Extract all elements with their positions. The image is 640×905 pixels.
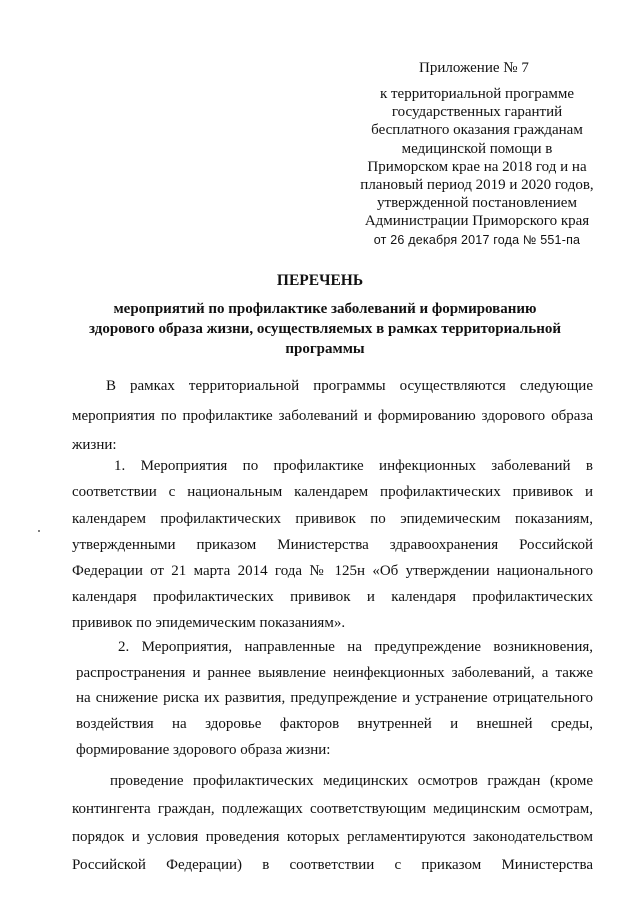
annex-line: утвержденной постановлением <box>377 195 577 212</box>
body-line: распространения и раннее выявление неинфекционных заболеваний, а также <box>76 665 593 681</box>
body-line: В рамках территориальной программы осуществляются следующие <box>106 378 593 394</box>
body-line: контингента граждан, подлежащих соответствующим медицинским осмотрам, <box>72 801 593 817</box>
subtitle-line: мероприятий по профилактике заболеваний и формированию <box>113 301 537 317</box>
body-line: воздействия на здоровье факторов внутренней и внешней среды, <box>76 716 593 732</box>
body-line: календарем профилактических прививок по эпидемическим показаниям, <box>72 511 593 527</box>
document-title: ПЕРЕЧЕНЬ <box>276 272 364 289</box>
annex-line: плановый период 2019 и 2020 годов, <box>360 177 594 194</box>
body-line: 1. Мероприятия по профилактике инфекционных заболеваний в <box>114 458 593 474</box>
annex-line: медицинской помощи в <box>401 140 553 157</box>
annex-number: Приложение № 7 <box>419 60 529 76</box>
scan-speck <box>38 530 40 532</box>
subtitle-line: программы <box>285 341 365 357</box>
annex-line: Приморском крае на 2018 год и на <box>367 158 587 175</box>
body-line: мероприятия по профилактике заболеваний и формированию здорового образа <box>72 408 593 424</box>
body-line: жизни: <box>72 437 117 453</box>
body-line: прививок по эпидемическим показаниям». <box>72 615 346 631</box>
annex-line: Администрации Приморского края <box>364 213 590 230</box>
annex-block <box>350 85 604 249</box>
body-line: Федерации от 21 марта 2014 года № 125н «Об утверждении национального <box>72 563 593 579</box>
body-line: формирование здорового образа жизни: <box>76 742 331 758</box>
body-line: 2. Мероприятия, направленные на предупреждение возникновения, <box>118 639 593 655</box>
body-line: порядок и условия проведения которых регламентируются законодательством <box>72 829 593 845</box>
body-line: на снижение риска их развития, предупреждение и устранение отрицательного <box>76 690 593 706</box>
annex-line: к территориальной программе <box>379 86 575 102</box>
annex-line: бесплатного оказания гражданам <box>371 122 583 139</box>
body-line: соответствии с национальным календарем профилактических прививок и <box>72 484 593 500</box>
decree-stamp: от 26 декабря 2017 года № 551-па <box>373 232 581 247</box>
body-line: Российской Федерации) в соответствии с приказом Министерства <box>72 857 593 873</box>
body-line: проведение профилактических медицинских осмотров граждан (кроме <box>110 773 593 789</box>
subtitle-line: здорового образа жизни, осуществляемых в рамках территориальной <box>88 321 562 337</box>
body-line: утвержденными приказом Министерства здравоохранения Российской <box>72 537 593 553</box>
body-line: календаря профилактических прививок и календаря профилактических <box>72 589 593 605</box>
document-subtitle <box>80 299 570 359</box>
annex-line: государственных гарантий <box>391 104 563 121</box>
